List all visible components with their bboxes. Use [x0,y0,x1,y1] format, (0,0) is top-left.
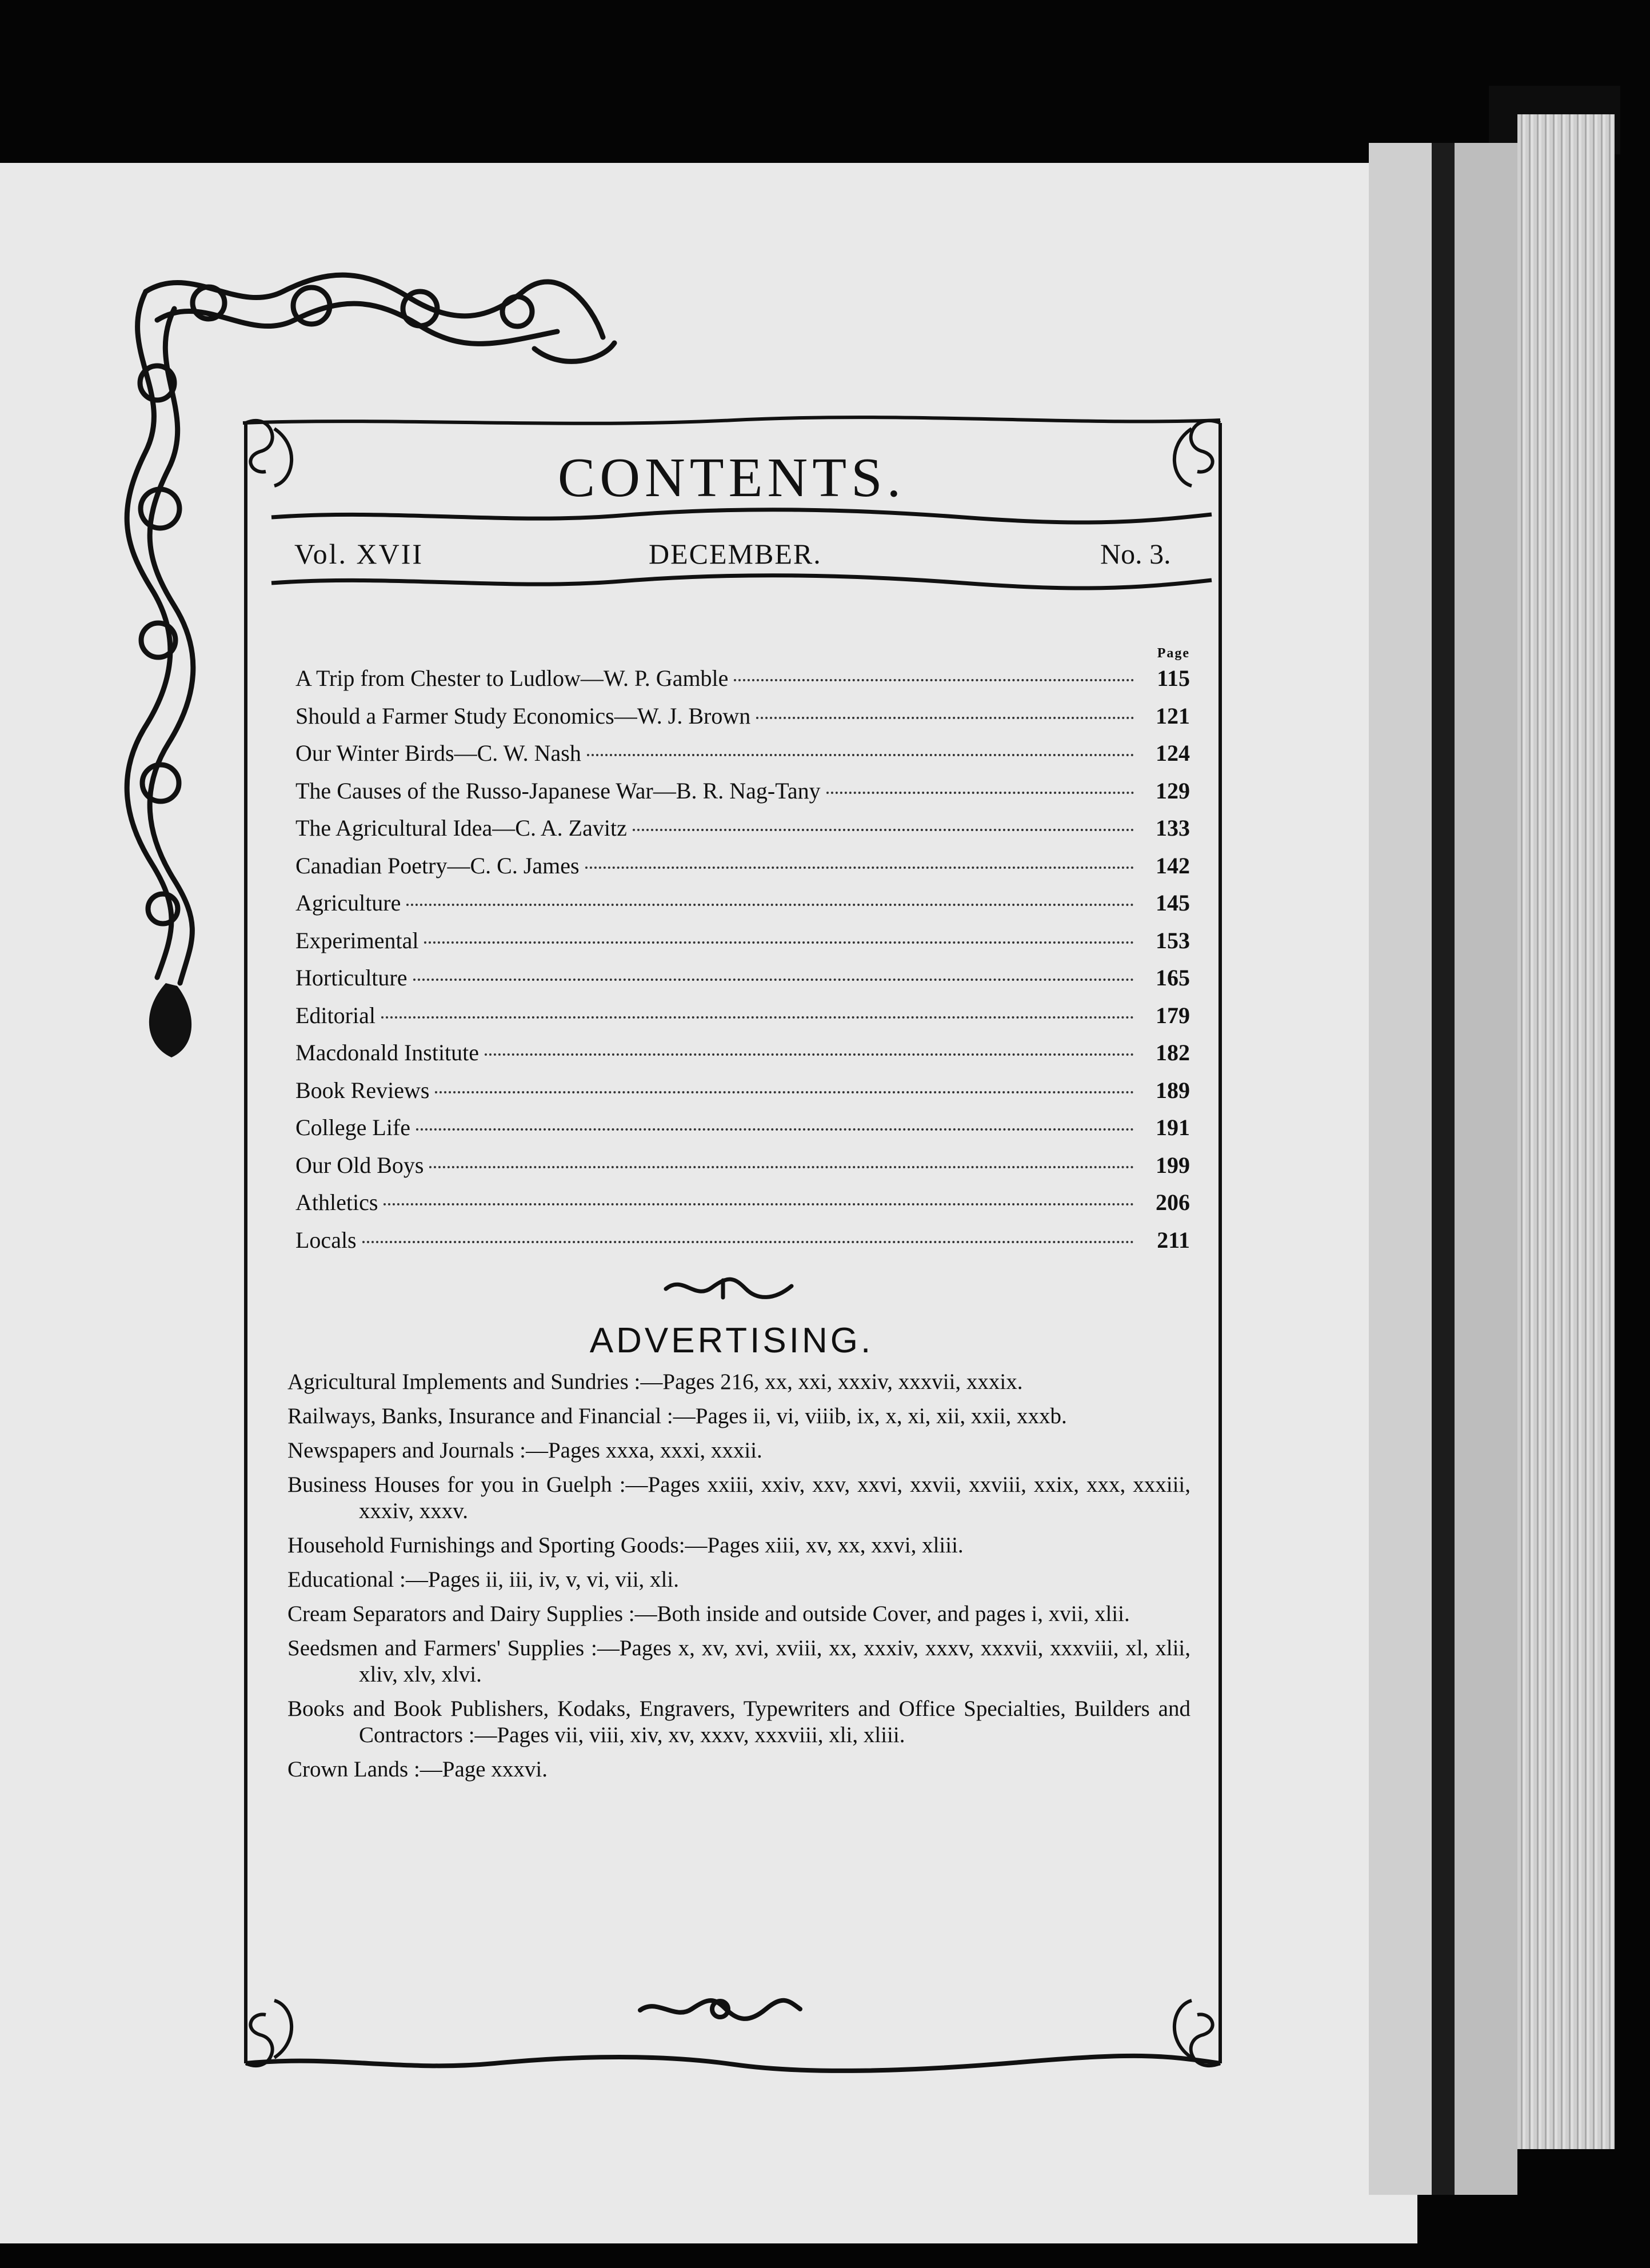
toc-entry-title: Athletics [295,1189,378,1215]
advertising-index [287,1369,1190,1791]
toc-entry-page: 206 [1156,1189,1190,1215]
advertising-entry: Agricultural Implements and Sundries :—Pages 216, xx, xxi, xxxiv, xxxvii, xxxix. [287,1369,1023,1394]
contents-title: CONTENTS. [557,447,906,509]
bottom-flourish [634,1992,806,2026]
toc-entry-page: 211 [1157,1227,1190,1253]
toc-entry-title: A Trip from Chester to Ludlow—W. P. Gamble [295,665,729,691]
table-of-contents [295,646,1190,1264]
dot-leader [734,679,1134,681]
advertising-entry: Household Furnishings and Sporting Goods:—Pages xiii, xv, xx, xxvi, xliii. [287,1533,964,1558]
toc-entry [295,740,1190,777]
contents-frame [220,394,1243,2095]
toc-entry [295,889,1190,927]
toc-entry-title: Experimental [295,927,419,953]
dot-leader [585,867,1134,869]
advertising-entry: Business Houses for you in Guelph :—Pages xxiii, xxiv, xxv, xxvi, xxvii, xxviii, xxix, xxx, xxxiii, xxxiv, xxxv. [287,1472,1190,1523]
dot-leader [383,1203,1134,1205]
toc-entry [295,1227,1190,1264]
advertising-entry: Educational :—Pages ii, iii, iv, v, vi, vii, xli. [287,1567,679,1592]
toc-entry-page: 165 [1156,965,1190,991]
dot-leader [413,979,1134,981]
advertising-entry: Cream Separators and Dairy Supplies :—Both inside and outside Cover, and pages i, xvii, xlii. [287,1602,1130,1626]
advertising-entry: Books and Book Publishers, Kodaks, Engravers, Typewriters and Office Specialties, Builders and Contractors :—Pages vii, viii, xiv, xv, xxxv, xxxviii, xli, xliii. [287,1696,1190,1747]
dot-leader [756,717,1134,719]
toc-entry-title: Canadian Poetry—C. C. James [295,852,580,879]
advertising-entry: Seedsmen and Farmers' Supplies :—Pages x, xv, xvi, xviii, xx, xxxiv, xxxv, xxxvii, xxxviii, xl, xlii, xliv, xlv, xlvi. [287,1636,1190,1687]
advertising-entry: Railways, Banks, Insurance and Financial :—Pages ii, vi, viiib, ix, x, xi, xii, xxii, xxxb. [287,1404,1067,1428]
page-column-label: Page [1157,646,1190,661]
toc-entry-page: 182 [1156,1040,1190,1065]
dot-leader [429,1166,1134,1168]
dot-leader [587,754,1134,756]
page-gutter [1432,143,1455,2195]
toc-entry-title: The Causes of the Russo-Japanese War—B. R. Nag-Tany [295,777,821,804]
toc-entry-title: College Life [295,1115,411,1140]
page-edge [1455,143,1517,2195]
toc-entry-title: Book Reviews [295,1077,430,1103]
toc-entry [295,1152,1190,1189]
toc-entry [295,777,1190,815]
toc-entry-page: 153 [1156,927,1190,953]
toc-entry-title: Locals [295,1227,357,1253]
dot-leader [485,1053,1134,1056]
toc-entry-page: 142 [1156,852,1190,879]
toc-entry-page: 179 [1156,1002,1190,1028]
dot-leader [381,1016,1134,1019]
toc-entry-title: Agriculture [295,890,401,916]
toc-entry-title: Macdonald Institute [295,1040,480,1065]
dot-leader [633,829,1134,831]
issue-number: No. 3. [1100,538,1171,570]
toc-entry-title: Should a Farmer Study Economics—W. J. Brown [295,702,751,729]
dot-leader [416,1128,1134,1131]
advertising-title: ADVERTISING. [589,1321,874,1360]
toc-entry-page: 191 [1156,1115,1190,1140]
toc-entry [295,702,1190,740]
toc-entry [295,964,1190,1002]
dot-leader [406,904,1134,906]
toc-entry-page: 189 [1156,1077,1190,1103]
dot-leader [362,1241,1134,1243]
volume-label: Vol. XVII [294,538,424,570]
toc-entry [295,814,1190,852]
toc-entry-page: 121 [1156,702,1190,729]
toc-entry [295,1114,1190,1152]
toc-entry-page: 145 [1156,890,1190,916]
toc-entry-title: Our Winter Birds—C. W. Nash [295,740,581,766]
month-label: DECEMBER. [649,538,822,570]
section-flourish [660,1272,797,1306]
toc-entry-page: 199 [1156,1152,1190,1178]
book-page-stack [1517,114,1615,2149]
dot-leader [424,941,1134,944]
toc-entry [295,852,1190,890]
toc-entry [295,665,1190,702]
toc-entry-title: Editorial [295,1002,375,1028]
toc-entry [295,1189,1190,1227]
toc-entry [295,1039,1190,1077]
toc-entry-title: The Agricultural Idea—C. A. Zavitz [295,815,627,841]
toc-entry-page: 124 [1156,740,1190,766]
toc-entry-title: Our Old Boys [295,1152,424,1178]
toc-entry-page: 115 [1157,665,1190,691]
page-edge [1369,143,1432,2195]
toc-entry [295,1077,1190,1115]
toc-entry [295,1002,1190,1040]
dot-leader [435,1091,1134,1093]
toc-entry-title: Horticulture [295,965,407,991]
advertising-entry: Crown Lands :—Page xxxvi. [287,1757,548,1782]
toc-entry-page: 133 [1156,815,1190,841]
toc-entry-page: 129 [1156,777,1190,804]
advertising-entry: Newspapers and Journals :—Pages xxxa, xxxi, xxxii. [287,1438,762,1463]
toc-entry [295,927,1190,965]
dot-leader [826,792,1134,794]
